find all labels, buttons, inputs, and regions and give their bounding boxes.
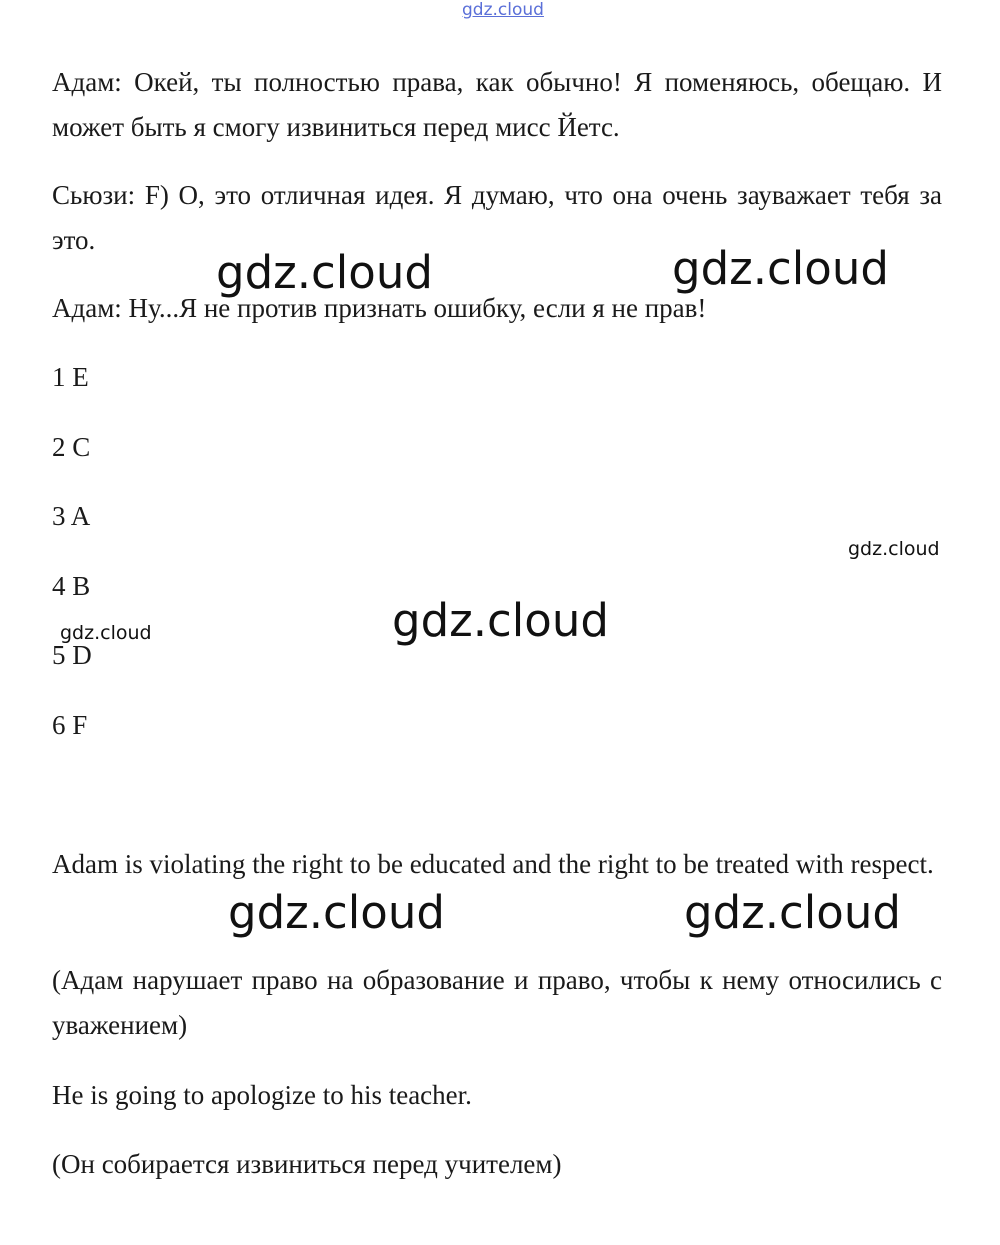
- watermark-text: gdz.cloud: [60, 622, 152, 644]
- dialogue-line-adam-1: Адам: Окей, ты полностью права, как обычно! Я поменяюсь, обещаю. И может быть я смогу извиниться перед мисс Йетс.: [52, 67, 942, 142]
- answer-text-english-1: Adam is violating the right to be educated and the right to be treated with respect.: [52, 849, 934, 879]
- answer-item: 6 F: [52, 710, 88, 740]
- watermark-text: gdz.cloud: [392, 594, 609, 647]
- answer-text-translation-1: (Адам нарушает право на образование и право, чтобы к нему относились с уважением): [52, 965, 942, 1040]
- watermark-text: gdz.cloud: [216, 246, 433, 299]
- answer-text-english-2: He is going to apologize to his teacher.: [52, 1080, 472, 1110]
- header-watermark-link[interactable]: gdz.cloud: [462, 0, 544, 20]
- watermark-text: gdz.cloud: [672, 242, 889, 295]
- answer-item: 1 E: [52, 362, 89, 392]
- answer-item: 5 D: [52, 640, 92, 670]
- answer-text-translation-2: (Он собирается извиниться перед учителем): [52, 1149, 562, 1179]
- answer-item: 4 B: [52, 571, 91, 601]
- watermark-text: gdz.cloud: [228, 886, 445, 939]
- dialogue-line-suzy: Сьюзи: F) О, это отличная идея. Я думаю, что она очень зауважает тебя за это.: [52, 180, 942, 255]
- watermark-text: gdz.cloud: [848, 538, 940, 560]
- answer-item: 2 C: [52, 432, 91, 462]
- watermark-text: gdz.cloud: [684, 886, 901, 939]
- answer-item: 3 A: [52, 501, 91, 531]
- dialogue-line-adam-2: Адам: Ну...Я не против признать ошибку, если я не прав!: [52, 293, 707, 323]
